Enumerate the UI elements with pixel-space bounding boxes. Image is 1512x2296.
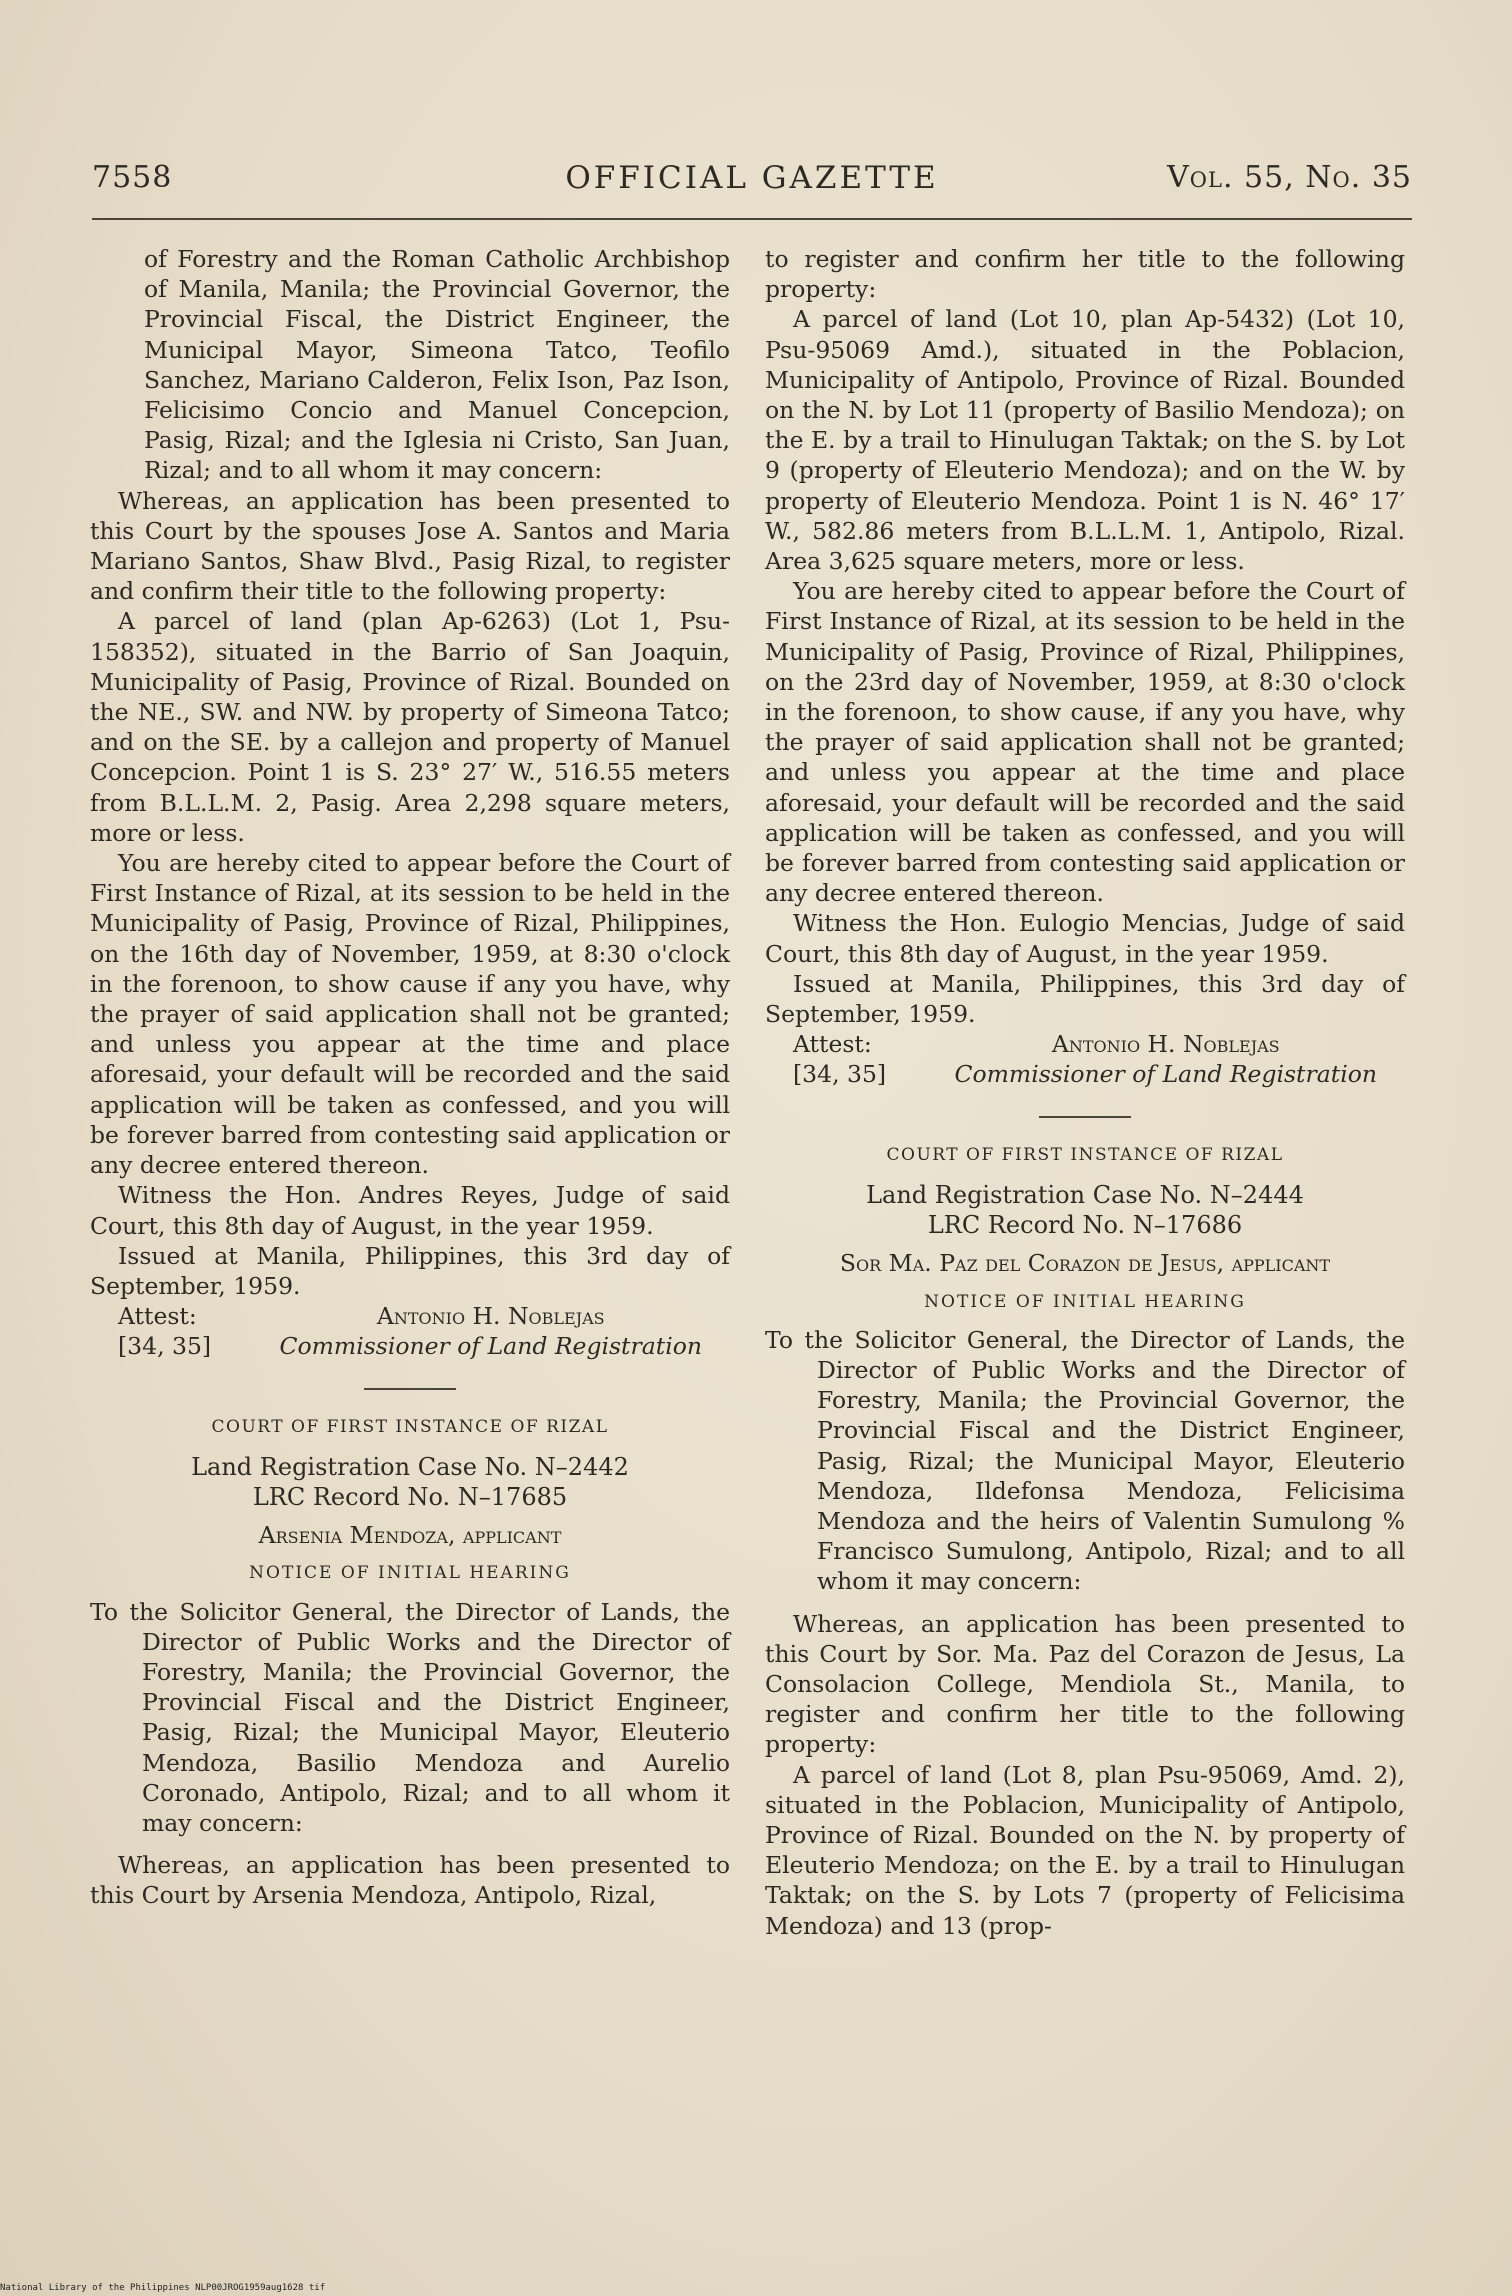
- attest-reference: [34, 35]: [118, 1332, 212, 1361]
- whereas-paragraph-2: Whereas, an application has been presented to this Court by Arsenia Mendoza, Antipolo, Rizal,: [90, 1851, 730, 1910]
- issued-paragraph: Issued at Manila, Philippines, this 3rd day of September, 1959.: [765, 969, 1405, 1029]
- case-number: Land Registration Case No. N–2444: [866, 1180, 1304, 1209]
- attest-reference: [34, 35]: [793, 1060, 887, 1089]
- left-column: [90, 244, 730, 1911]
- applicant-name: Arsenia Mendoza, applicant: [258, 1521, 562, 1550]
- applicant-name: Sor Ma. Paz del Corazon de Jesus, applicant: [839, 1249, 1331, 1278]
- header-rule: [92, 218, 1412, 220]
- signatory-title: Commissioner of Land Registration: [954, 1060, 1377, 1089]
- scan-footer: National Library of the Philippines NLP00JROG1959aug1628 tif: [0, 2283, 326, 2293]
- witness-paragraph: Witness the Hon. Eulogio Mencias, Judge of said Court, this 8th day of August, in the year 1959.: [765, 909, 1405, 968]
- court-heading: COURT OF FIRST INSTANCE OF RIZAL: [886, 1144, 1284, 1165]
- section-divider: [1039, 1116, 1131, 1118]
- court-heading: COURT OF FIRST INSTANCE OF RIZAL: [211, 1416, 609, 1437]
- signatory-name: Antonio H. Noblejas: [1051, 1030, 1280, 1059]
- register-continuation: to register and confirm her title to the following property:: [765, 245, 1405, 304]
- citation-paragraph: You are hereby cited to appear before the Court of First Instance of Rizal, at its session to be held in the Municipality of Pasig, Province of Rizal, Philippines, on the 23rd day of November, 1959, at 8:30 o'clock in the forenoon, to show cause, if any you have, why the prayer of said application shall not be granted; and unless you appear at the time and place aforesaid, your default will be recorded and the said application will be taken as confessed, and you will be forever barred from contesting said application or any decree entered thereon.: [765, 577, 1405, 908]
- page-number: 7558: [92, 160, 173, 195]
- section-divider: [364, 1388, 456, 1390]
- volume-number: Vol. 55, No. 35: [1167, 160, 1412, 195]
- addressee-paragraph: To the Solicitor General, the Director of Lands, the Director of Public Works and the Director of Forestry, Manila; the Provincial Governor, the Provincial Fiscal and the District Engineer, Pasig, Rizal; the Municipal Mayor, Eleuterio Mendoza, Basilio Mendoza and Aurelio Coronado, Antipolo, Rizal; and to all whom it may concern:: [90, 1597, 730, 1837]
- lrc-record: LRC Record No. N–17685: [252, 1482, 568, 1511]
- addressee-paragraph: To the Solicitor General, the Director of Lands, the Director of Public Works and the Director of Forestry, Manila; the Provincial Governor, the Provincial Fiscal and the District Engineer, Pasig, Rizal; the Municipal Mayor, Eleuterio Mendoza, Ildefonsa Mendoza, Felicisima Mendoza and the heirs of Valentin Sumulong % Francisco Sumulong, Antipolo, Rizal; and to all whom it may concern:: [765, 1325, 1405, 1596]
- issued-paragraph: Issued at Manila, Philippines, this 3rd day of September, 1959.: [90, 1241, 730, 1300]
- signatory-title: Commissioner of Land Registration: [279, 1332, 702, 1361]
- witness-paragraph: Witness the Hon. Andres Reyes, Judge of said Court, this 8th day of August, in the year 1959.: [90, 1181, 730, 1240]
- parcel-description-2: A parcel of land (Lot 8, plan Psu-95069, Amd. 2), situated in the Poblacion, Municipality of Antipolo, Province of Rizal. Bounded on the N. by property of Eleuterio Mendoza; on the E. by a trail to Hinulugan Taktak; on the S. by Lots 7 (property of Felicisima Mendoza) and 13 (prop-: [765, 1760, 1405, 1940]
- parcel-description: A parcel of land (plan Ap-6263) (Lot 1, Psu-158352), situated in the Barrio of San Joaquin, Municipality of Pasig, Province of Rizal. Bounded on the NE., SW. and NW. by property of Simeona Tatco; and on the SE. by a callejon and property of Manuel Concepcion. Point 1 is S. 23° 27′ W., 516.55 meters from B.L.L.M. 2, Pasig. Area 2,298 square meters, more or less.: [90, 607, 730, 847]
- lrc-record: LRC Record No. N–17686: [927, 1211, 1243, 1240]
- attest-block: [765, 1029, 1405, 1089]
- publication-title: OFFICIAL GAZETTE: [565, 160, 939, 196]
- notice-heading: NOTICE OF INITIAL HEARING: [249, 1563, 571, 1584]
- attest-label: Attest:: [793, 1030, 872, 1059]
- case-number: Land Registration Case No. N–2442: [191, 1452, 629, 1481]
- whereas-paragraph: Whereas, an application has been presented to this Court by Sor. Ma. Paz del Corazon de Jesus, La Consolacion College, Mendiola St., Manila, to register and confirm her title to the following property:: [765, 1609, 1405, 1759]
- citation-paragraph: You are hereby cited to appear before the Court of First Instance of Rizal, at its session to be held in the Municipality of Pasig, Province of Rizal, Philippines, on the 16th day of November, 1959, at 8:30 o'clock in the forenoon, to show cause if any you have, why the prayer of said application shall not be granted; and unless you appear at the time and place aforesaid, your default will be recorded and the said application will be taken as confessed, and you will be forever barred from contesting said application or any decree entered thereon.: [90, 849, 730, 1180]
- whereas-paragraph: Whereas, an application has been presented to this Court by the spouses Jose A. Santos and Maria Mariano Santos, Shaw Blvd., Pasig Rizal, to register and confirm their title to the following property:: [90, 486, 730, 606]
- addressee-continuation: of Forestry and the Roman Catholic Archbishop of Manila, Manila; the Provincial Governor, the Provincial Fiscal, the District Engineer, the Municipal Mayor, Simeona Tatco, Teofilo Sanchez, Mariano Calderon, Felix Ison, Paz Ison, Felicisimo Concio and Manuel Concepcion, Pasig, Rizal; and the Iglesia ni Cristo, San Juan, Rizal; and to all whom it may concern:: [144, 245, 730, 485]
- page-header: [92, 160, 1412, 200]
- attest-label: Attest:: [118, 1302, 197, 1331]
- notice-heading: NOTICE OF INITIAL HEARING: [924, 1291, 1246, 1312]
- parcel-description: A parcel of land (Lot 10, plan Ap-5432) (Lot 10, Psu-95069 Amd.), situated in the Poblacion, Municipality of Antipolo, Province of Rizal. Bounded on the N. by Lot 11 (property of Basilio Mendoza); on the E. by a trail to Hinulugan Taktak; on the S. by Lot 9 (property of Eleuterio Mendoza); and on the W. by property of Eleuterio Mendoza. Point 1 is N. 46° 17′ W., 582.86 meters from B.L.L.M. 1, Antipolo, Rizal. Area 3,625 square meters, more or less.: [765, 305, 1405, 576]
- right-column: [765, 244, 1405, 1941]
- attest-block: [90, 1301, 730, 1361]
- signatory-name: Antonio H. Noblejas: [376, 1302, 605, 1331]
